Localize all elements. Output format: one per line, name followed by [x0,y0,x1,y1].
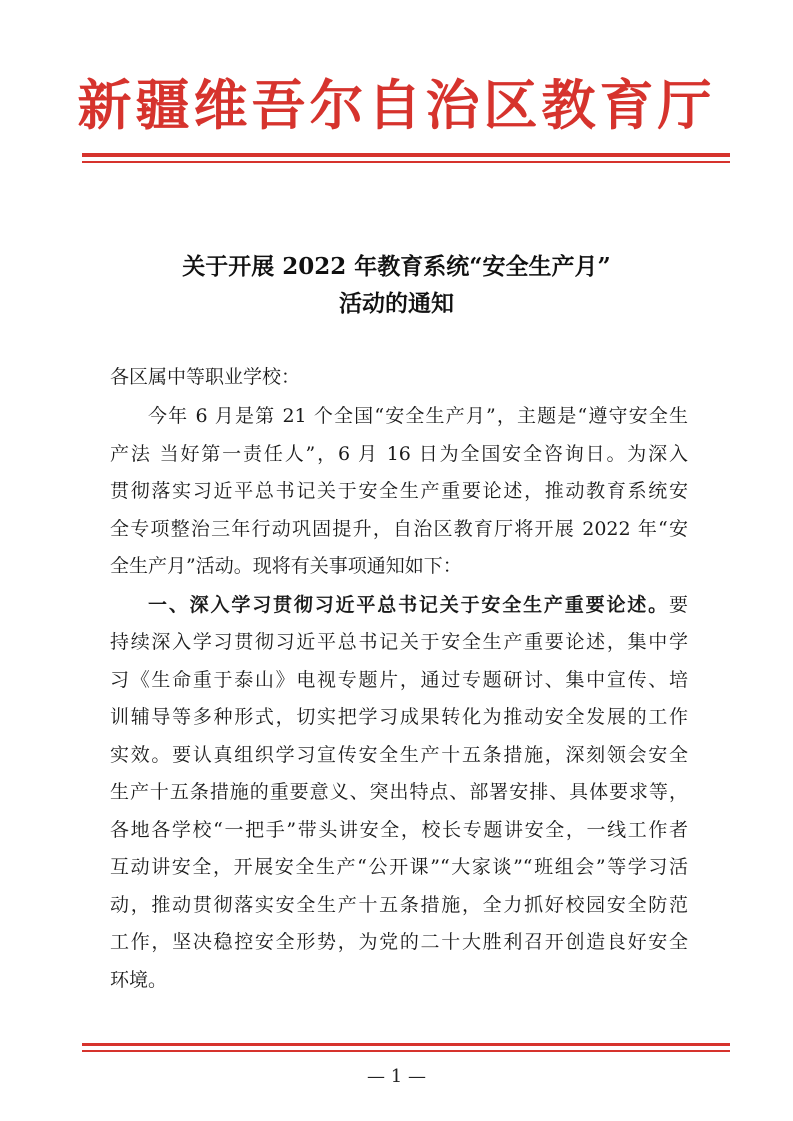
paragraph-line: 全生产月”活动。现将有关事项通知如下： [110,555,462,577]
paragraph-line: 习《生命重于泰山》电视专题片，通过专题研讨、集中宣传、培 [110,669,688,691]
salutation: 各区属中等职业学校： [110,366,301,388]
paragraph-line: 工作，坚决稳控安全形势，为党的二十大胜利召开创造良好安全 [110,931,688,953]
paragraph-line: 今年 6 月是第 21 个全国“安全生产月”，主题是“遵守安全生 [148,405,688,427]
letterhead-rule-thin [82,161,730,163]
paragraph-line: 各地各学校“一把手”带头讲安全，校长专题讲安全，一线工作者 [110,819,688,841]
section-1-first-line [148,596,688,615]
document-title-line2: 活动的通知 [339,290,454,317]
section-1-heading: 一、深入学习贯彻习近平总书记关于安全生产重要论述。 [148,594,669,616]
paragraph-line: 产法 当好第一责任人”，6 月 16 日为全国安全咨询日。为深入 [110,443,688,465]
footer-rule-thin [82,1050,730,1052]
paragraph-line: 环境。 [110,969,168,991]
footer-rule-thick [82,1043,730,1046]
paragraph-line: 训辅导等多种形式，切实把学习成果转化为推动安全发展的工作 [110,706,688,728]
paragraph-line: 实效。要认真组织学习宣传安全生产十五条措施，深刻领会安全 [110,744,688,766]
page-number: — 1 — [367,1066,426,1087]
document-title-line1: 关于开展 2022 年教育系统“安全生产月” [182,253,611,280]
letterhead-rule-thick [82,153,730,157]
paragraph-line: 贯彻落实习近平总书记关于安全生产重要论述，推动教育系统安 [110,480,688,502]
letterhead-organization: 新疆维吾尔自治区教育厅 [77,73,716,137]
paragraph-line: 生产十五条措施的重要意义、突出特点、部署安排、具体要求等， [110,781,688,803]
paragraph-line: 持续深入学习贯彻习近平总书记关于安全生产重要论述，集中学 [110,631,688,653]
section-1-heading-tail: 要 [668,594,688,616]
paragraph-line: 动，推动贯彻落实安全生产十五条措施，全力抓好校园安全防范 [110,894,688,916]
paragraph-line: 全专项整治三年行动巩固提升，自治区教育厅将开展 2022 年“安 [110,518,688,540]
paragraph-line: 互动讲安全，开展安全生产“公开课”“大家谈”“班组会”等学习活 [110,856,688,878]
